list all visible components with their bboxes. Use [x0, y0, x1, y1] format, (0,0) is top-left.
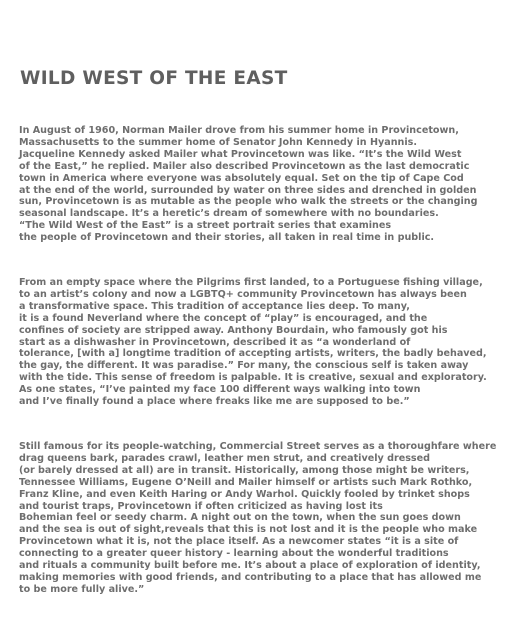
paragraph-line: sun, Provincetown is as mutable as the people who walk the streets or the changing	[19, 196, 478, 208]
paragraph-line: to an artist’s colony and now a LGBTQ+ community Provincetown has always been	[19, 288, 467, 300]
paragraph-line: Provincetown what it is, not the place itself. As a newcomer states “it is a site of	[19, 536, 459, 548]
paragraph-line: tolerance, [with a] longtime tradition of accepting artists, writers, the badly behaved,	[19, 348, 487, 360]
paragraph-line: Franz Kline, and even Keith Haring or Andy Warhol. Quickly fooled by trinket shops	[19, 488, 470, 500]
paragraph-line: and tourist traps, Provincetown if often criticized as having lost its	[19, 500, 383, 512]
paragraph-line: confines of society are stripped away. Anthony Bourdain, who famously got his	[19, 324, 448, 336]
paragraph-line: Jacqueline Kennedy asked Mailer what Provincetown was like. “It’s the Wild West	[19, 148, 462, 160]
paragraph-3	[19, 441, 496, 596]
paragraph-line: making memories with good friends, and contributing to a place that has allowed me	[19, 571, 482, 583]
paragraph-line: the gay, the different. It was paradise.” For many, the conscious self is taken away	[19, 360, 469, 372]
paragraph-line: seasonal landscape. It’s a heretic’s dream of somewhere with no boundaries.	[19, 208, 439, 220]
paragraph-line: the people of Provincetown and their stories, all taken in real time in public.	[19, 232, 435, 244]
paragraph-line: of the East,” he replied. Mailer also described Provincetown as the last democratic	[19, 160, 470, 172]
paragraph-2	[19, 277, 487, 408]
paragraph-line: connecting to a greater queer history - learning about the wonderful traditions	[19, 548, 449, 560]
paragraph-line: and the sea is out of sight,reveals that this is not lost and it is the people who make	[19, 524, 478, 536]
paragraph-line: Bohemian feel or seedy charm. A night out on the town, when the sun goes down	[19, 512, 461, 524]
paragraph-line: and I’ve finally found a place where freaks like me are supposed to be.”	[19, 396, 410, 408]
paragraph-line: at the end of the world, surrounded by water on three sides and drenched in golden	[19, 184, 477, 196]
paragraph-line: a transformative space. This tradition of acceptance lies deep. To many,	[19, 300, 410, 312]
paragraph-1	[19, 125, 478, 244]
paragraph-line: drag queens bark, parades crawl, leather men strut, and creatively dressed	[19, 452, 430, 464]
paragraph-line: Tennessee Williams, Eugene O’Neill and Mailer himself or artists such Mark Rothko,	[19, 476, 473, 488]
paragraph-line: Massachusetts to the summer home of Senator John Kennedy in Hyannis.	[19, 136, 418, 148]
paragraph-line: Still famous for its people-watching, Commercial Street serves as a thoroughfare where	[19, 441, 497, 452]
paragraph-line: with the tide. This sense of freedom is palpable. It is creative, sexual and exploratory.	[19, 372, 487, 384]
paragraph-line: start as a dishwasher in Provincetown, described it as “a wonderland of	[19, 336, 411, 348]
paragraph-line: In August of 1960, Norman Mailer drove from his summer home in Provincetown,	[19, 125, 459, 136]
paragraph-line: it is a found Neverland where the concept of “play” is encouraged, and the	[19, 312, 428, 324]
paragraph-line: From an empty space where the Pilgrims first landed, to a Portuguese fishing village,	[19, 277, 483, 288]
paragraph-line: (or barely dressed at all) are in transit. Historically, among those might be writers,	[19, 464, 470, 476]
paragraph-line: to be more fully alive.”	[19, 583, 145, 595]
paragraph-line: As one states, “I’ve painted my face 100 different ways walking into town	[19, 384, 421, 396]
paragraph-line: town in America where everyone was absolutely equal. Set on the tip of Cape Cod	[19, 172, 464, 184]
paragraph-line: “The Wild West of the East” is a street portrait series that examines	[19, 220, 392, 232]
page-title: WILD WEST OF THE EAST	[20, 68, 288, 89]
paragraph-line: and rituals a community built before me. It’s about a place of exploration of identity,	[19, 560, 481, 572]
